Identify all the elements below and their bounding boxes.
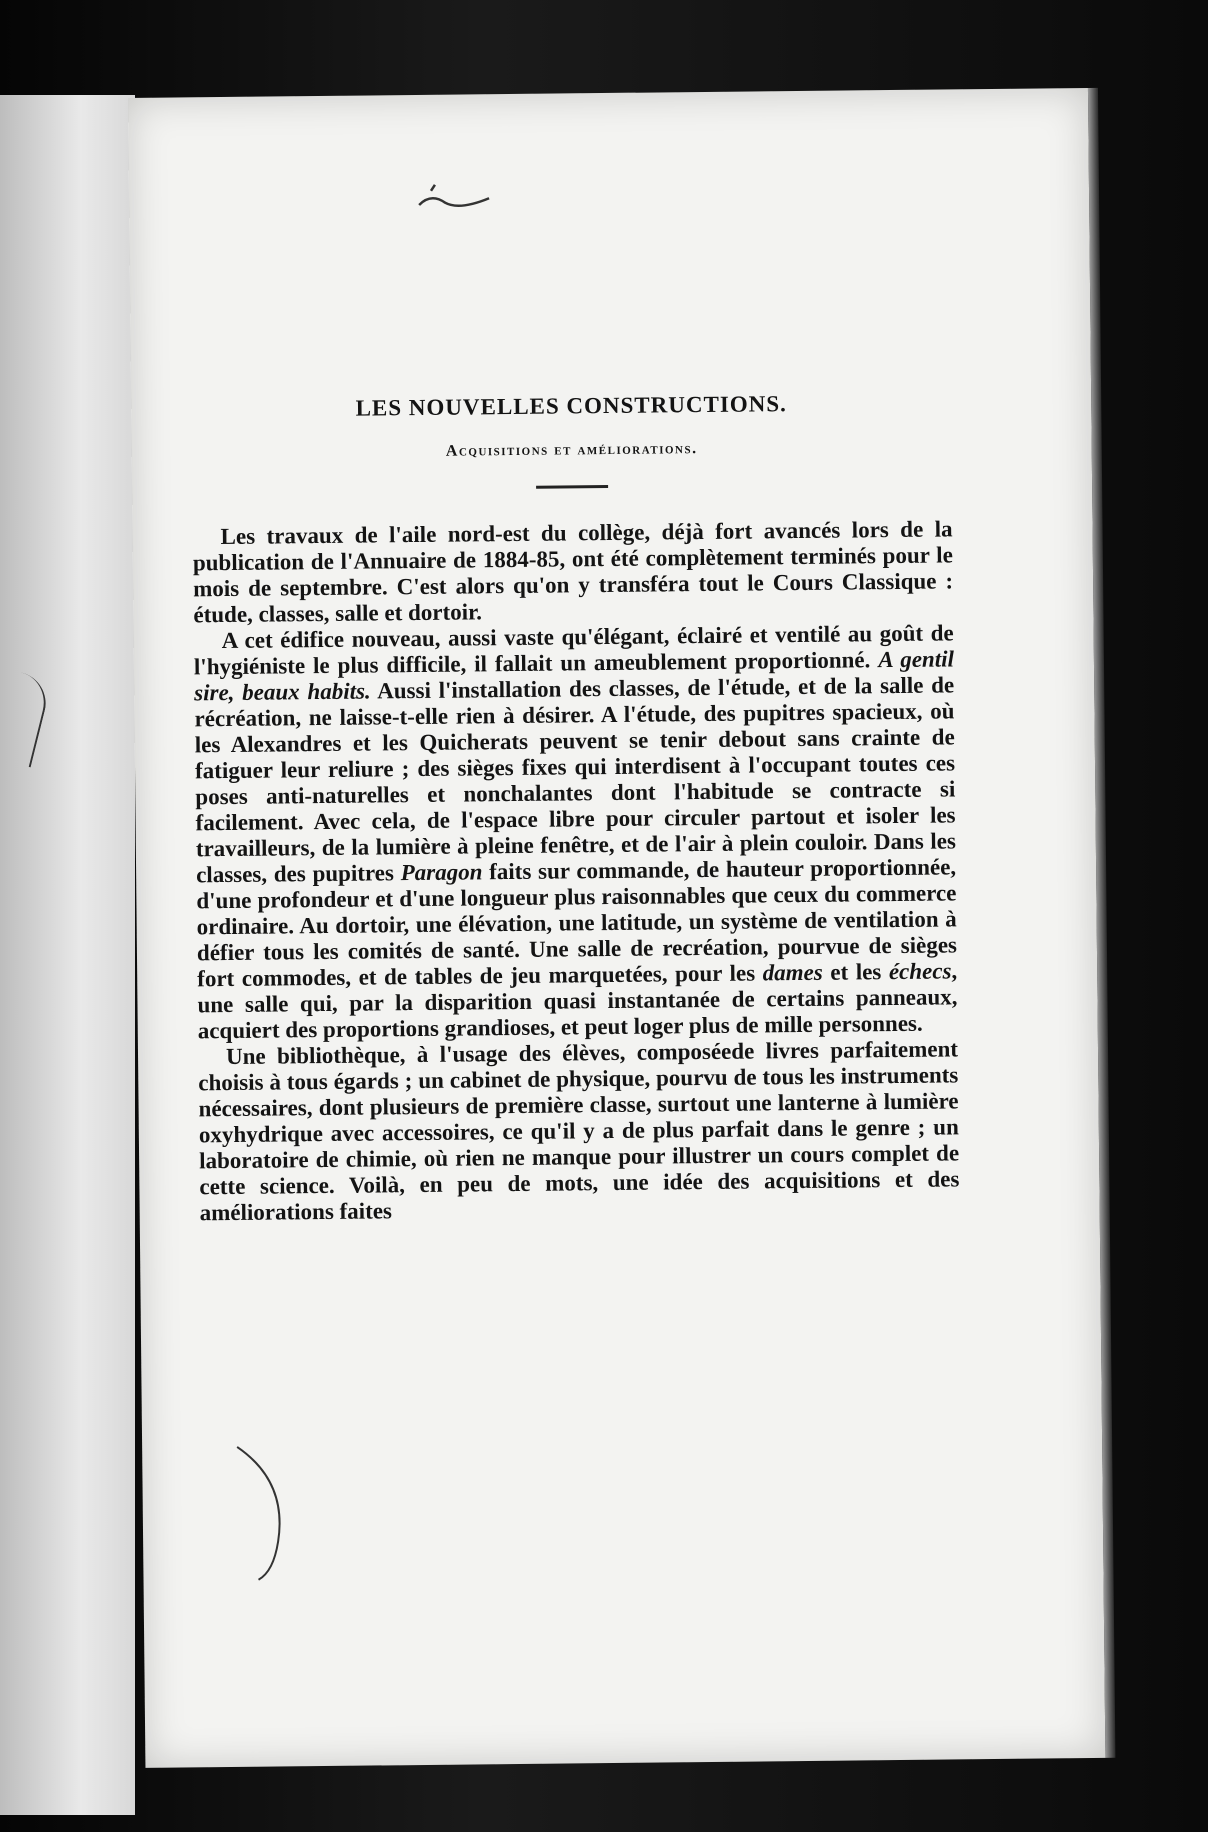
pencil-scribble-icon [411, 182, 496, 223]
paragraph-1 [192, 516, 953, 628]
page-subtitle: Acquisitions et améliorations. [445, 440, 698, 460]
adjacent-page-strip [0, 95, 135, 1815]
pencil-curve-icon [232, 1441, 303, 1582]
paragraph-2-italic-dames: dames [762, 959, 823, 986]
paragraph-2 [194, 620, 958, 1044]
paragraph-2-text-e: , une salle qui, par la disparition quasi instantanée de certains panneaux, acquiert des proportions grandioses, et peut loger plus de mille personnes. [197, 958, 958, 1044]
book-page [128, 88, 1105, 1768]
paragraph-2-text-b: Aussi l'installation des classes, de l'étude, et de la salle de récréation, ne laisse-t-elle rien à désirer. A l'étude, des pupitres spacieux, où les Alexandres et les Quicherats peuvent se tenir debout sans crainte de fatiguer leur reliure ; des sièges fixes qui interdisent à l'occupant toutes ces poses anti-naturelles et nonchalantes dont l'habitude se contracte si facilement. Avec cela, de l'espace libre pour circuler partout et isoler les travailleurs, de la lumière à pleine fenêtre, et de l'air à plein couloir. Dans les classes, des pupitres [194, 672, 956, 888]
paragraph-3-text: Une bibliothèque, à l'usage des élèves, composéede livres parfaitement choisis à tous égards ; un cabinet de physique, pourvu de tous les instruments nécessaires, dont plusieurs de première classe, surtout une lanterne à lumière oxyhydrique avec accessoires, ce qu'il y a de plus parfait dans le genre ; un laboratoire de chimie, où rien ne manque pour illustrer un cours complet de cette science. Voilà, en peu de mots, une idée des acquisitions et des améliorations faites [198, 1036, 960, 1226]
paragraph-2-italic-quote: A gentil sire, beaux habits. [194, 646, 955, 706]
paragraph-2-italic-echecs: échecs [888, 958, 952, 985]
page-content [191, 389, 960, 1226]
adjacent-page-mark [0, 672, 52, 767]
paragraph-2-text-a: A cet édifice nouveau, aussi vaste qu'élégant, éclairé et ventilé au goût de l'hygiéniste le plus difficile, il fallait un ameublement proportionné. [193, 620, 954, 680]
paragraph-3 [198, 1036, 960, 1226]
paragraph-1-text: Les travaux de l'aile nord-est du collège, déjà fort avancés lors de la publication de l'Annuaire de 1884-85, ont été complètement terminés pour le mois de septembre. C'est alors qu'on y transféra tout le Cours Classique : étude, classes, salle et dortoir. [192, 516, 954, 628]
title-divider [536, 485, 608, 489]
page-title: LES NOUVELLES CONSTRUCTIONS. [355, 391, 787, 421]
paragraph-2-italic-paragon: Paragon [400, 859, 483, 886]
paragraph-2-text-c: faits sur commande, de hauteur proportionnée, d'une profondeur et d'une longueur plus raisonnables que ceux du commerce ordinaire. Au dortoir, une élévation, une latitude, un système de ventilation à défier tous les comités de santé. Une salle de recréation, pourvue de sièges fort commodes, et de tables de jeu marquetées, pour les [196, 854, 958, 992]
paragraph-2-text-d: et les [822, 959, 889, 985]
